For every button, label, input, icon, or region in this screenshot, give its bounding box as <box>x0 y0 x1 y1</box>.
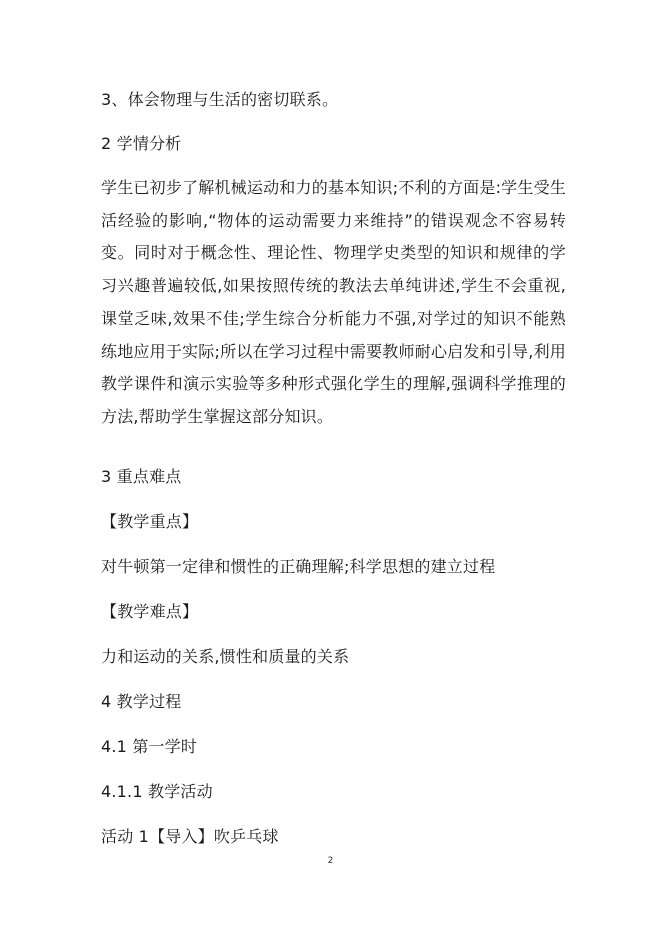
difficulties-text: 力和运动的关系,惯性和质量的关系 <box>101 647 350 666</box>
difficulties-label: 【教学难点】 <box>101 602 199 621</box>
section-4-1-1-heading: 4.1.1 教学活动 <box>101 782 213 801</box>
page-number: 2 <box>327 856 334 866</box>
activity-1-title: 活动 1【导入】吹乒乓球 <box>101 827 279 846</box>
section-4-1-heading: 4.1 第一学时 <box>101 737 198 756</box>
section-3-heading: 3 重点难点 <box>101 467 182 486</box>
section-2-body: 学生已初步了解机械运动和力的基本知识;不利的方面是:学生受生活经验的影响,“物体的运动需要力来维持”的错误观念不容易转变。同时对于概念性、理论性、物理学史类型的知识和规律的学习兴趣普遍较低,如果按照传统的教法去单纯讲述,学生不会重视,课堂乏味,效果不佳;学生综合分析能力不强,对学过的知识不能熟练地应用于实际;所以在学习过程中需要教师耐心启发和引导,利用教学课件和演示实验等多种形式强化学生的理解,强调科学推理的方法,帮助学生掌握这部分知识。 <box>101 178 566 426</box>
section-4-heading: 4 教学过程 <box>101 692 182 711</box>
key-points-text: 对牛顿第一定律和惯性的正确理解;科学思想的建立过程 <box>101 557 496 576</box>
teaching-goal-3: 3、体会物理与生活的密切联系。 <box>101 90 339 109</box>
key-points-label: 【教学重点】 <box>101 512 199 531</box>
section-2-heading: 2 学情分析 <box>101 134 182 153</box>
